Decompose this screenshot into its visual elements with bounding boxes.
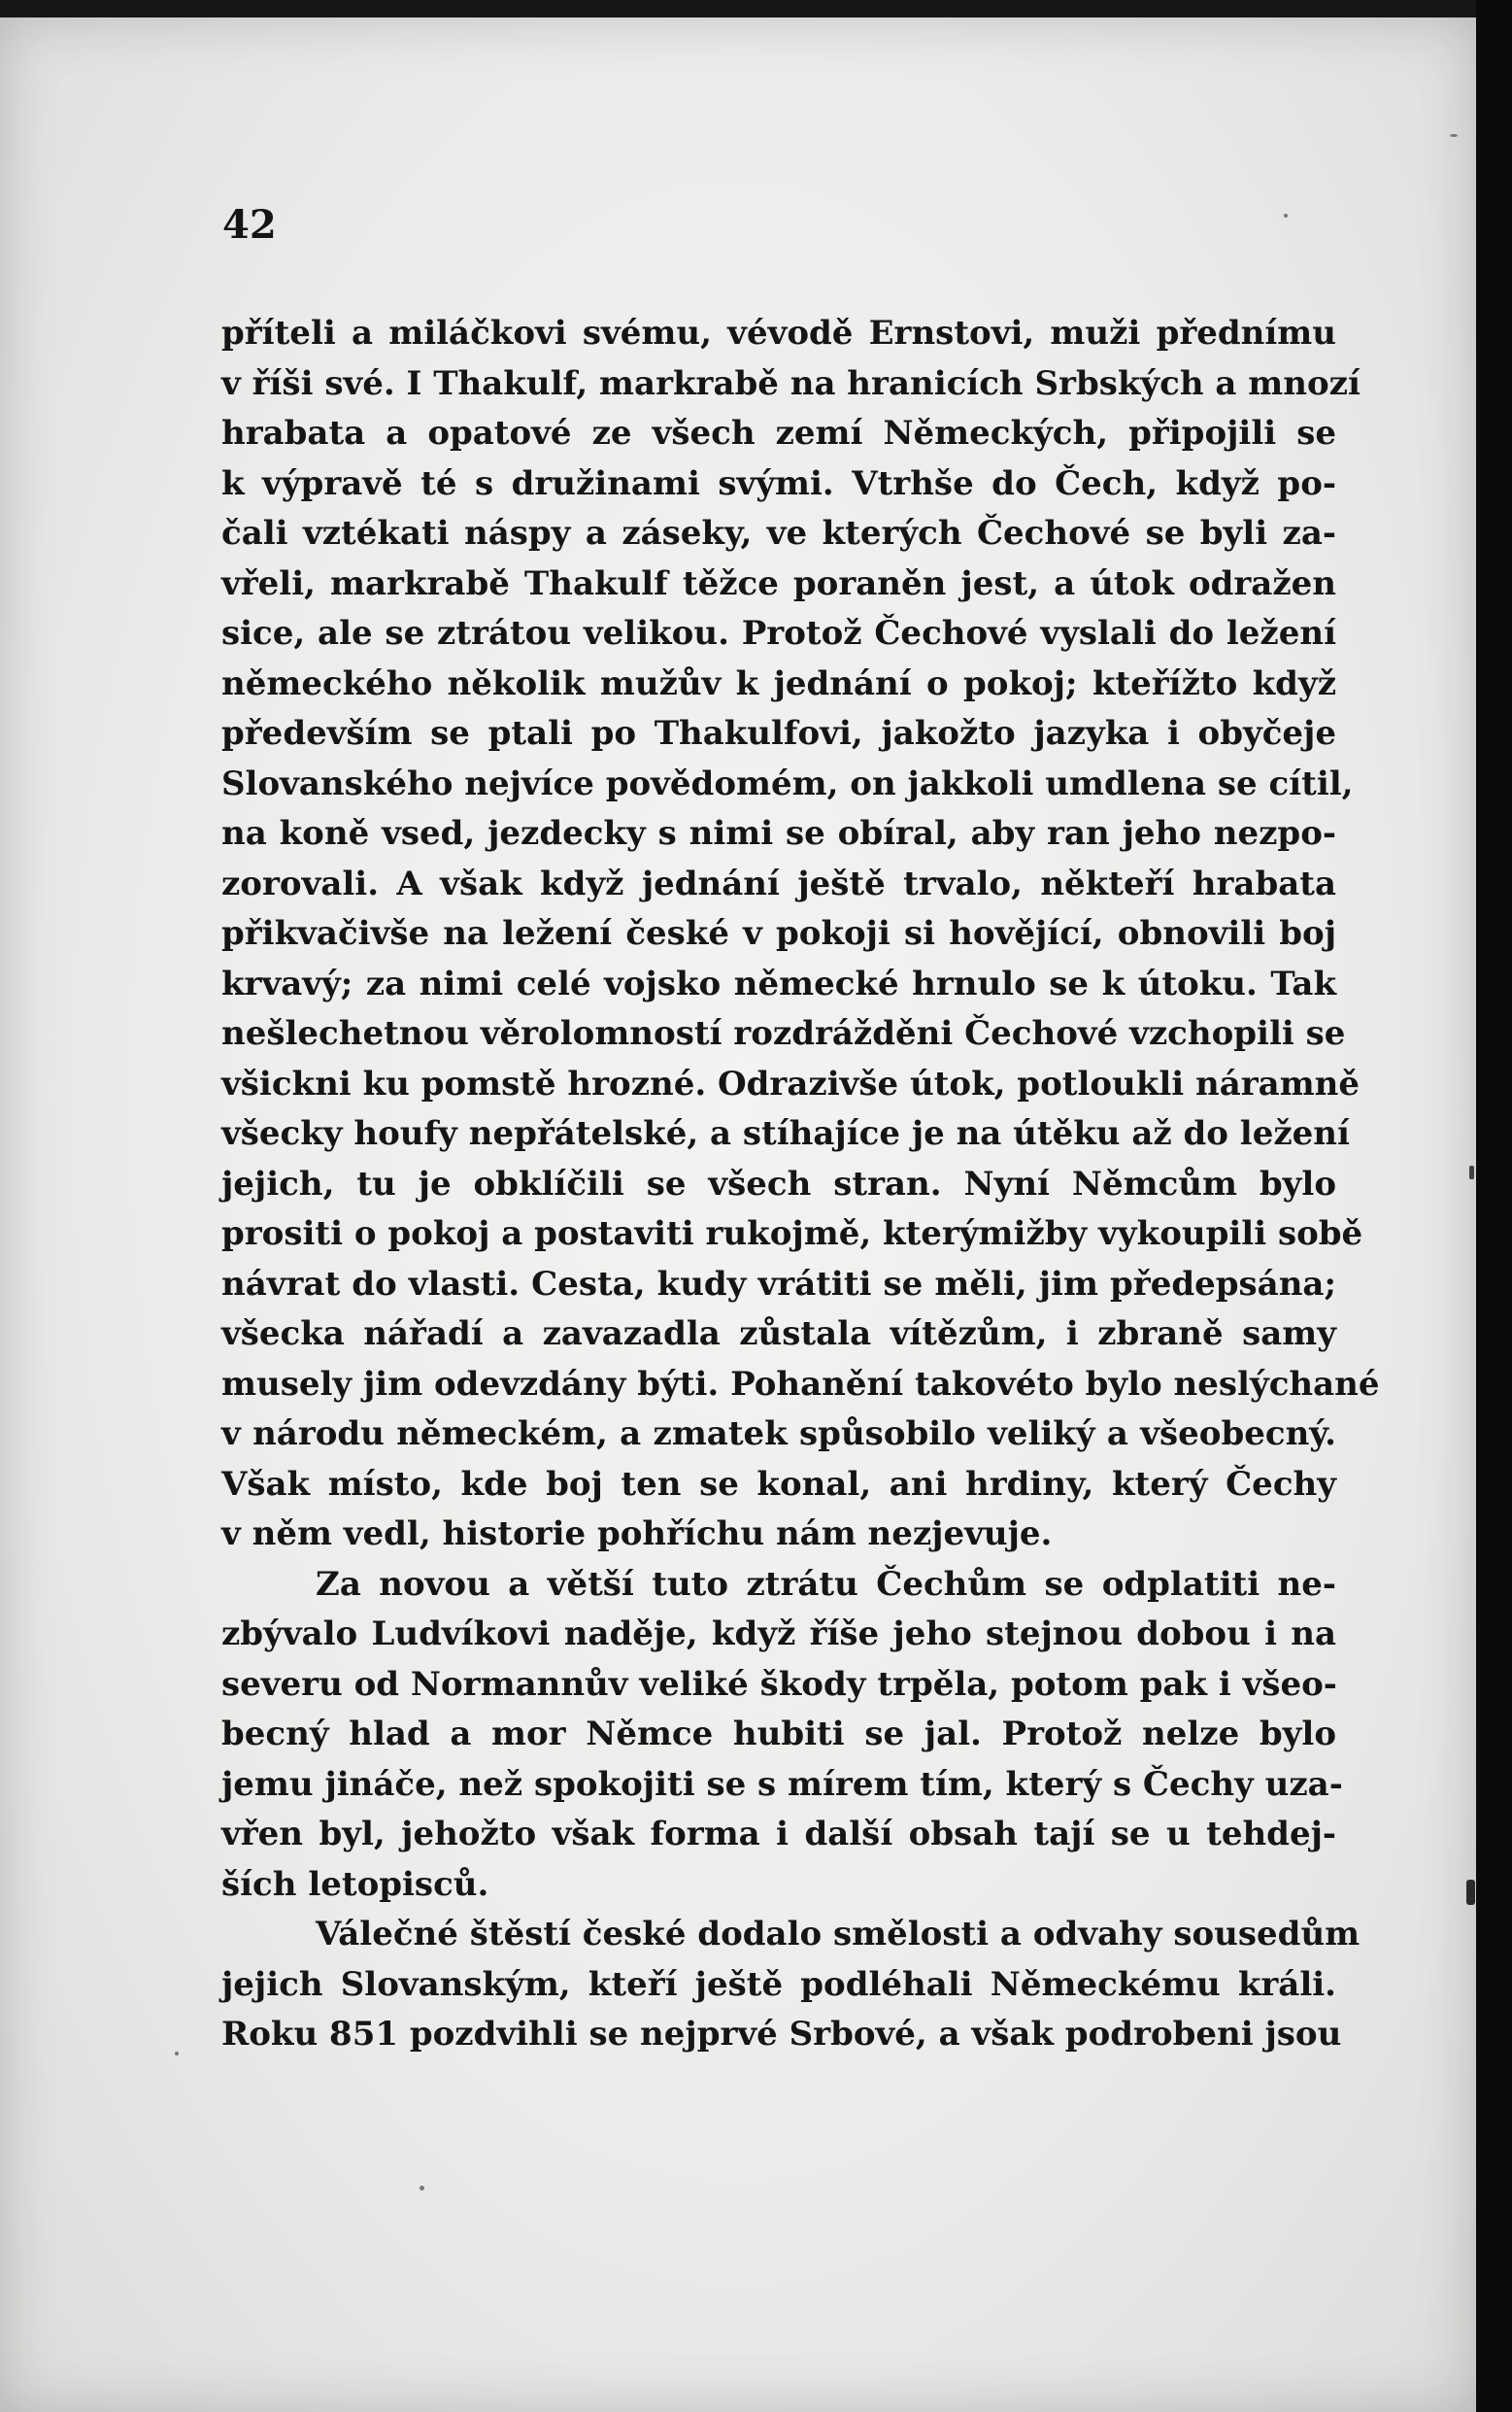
text-line: nešlechetnou věrolomností rozdrážděni Čechové vzchopili se	[221, 1014, 1346, 1053]
paper-speck	[1450, 134, 1458, 137]
text-line: příteli a miláčkovi svému, vévodě Ernstovi, muži přednímu	[221, 314, 1336, 353]
text-line: jejich Slovanským, kteří ještě podléhali Německému králi.	[221, 1964, 1336, 2004]
scan-top-edge	[0, 0, 1512, 17]
text-line: prositi o pokoj a postaviti rukojmě, kterýmižby vykoupili sobě	[221, 1214, 1363, 1253]
text-line: vřeli, markrabě Thakulf těžce poraněn jest, a útok odražen	[221, 563, 1336, 603]
text-line: Za novou a větší tuto ztrátu Čechům se odplatiti ne-	[316, 1564, 1336, 1604]
body-text	[221, 309, 1380, 2060]
paper-speck	[420, 2186, 424, 2191]
text-line: jejich, tu je obklíčili se všech stran. Nyní Němcům bylo	[221, 1164, 1336, 1204]
text-line: becný hlad a mor Němce hubiti se jal. Protož nelze bylo	[221, 1715, 1336, 1753]
text-line: Roku 851 pozdvihli se nejprvé Srbové, a však podrobeni jsou	[221, 2015, 1342, 2054]
text-line: v říši své. I Thakulf, markrabě na hranicích Srbských a mnozí	[221, 363, 1361, 403]
text-line: v národu německém, a zmatek spůsobilo veliký a všeobecný.	[221, 1414, 1336, 1453]
paper-speck	[1466, 1880, 1475, 1905]
text-line: v něm vedl, historie pohříchu nám nezjevuje.	[221, 1514, 1053, 1553]
text-line: k výpravě té s družinami svými. Vtrhše do Čech, když po-	[221, 463, 1336, 503]
page-number: 42	[222, 202, 277, 248]
paper-speck	[1469, 1166, 1474, 1179]
text-line: hrabata a opatové ze všech zemí Německých, připojili se	[221, 414, 1336, 453]
text-line: zbývalo Ludvíkovi naděje, když říše jeho stejnou dobou i na	[221, 1614, 1336, 1653]
paper-speck	[1284, 214, 1288, 218]
text-line: musely jim odevzdány býti. Pohanění takovéto bylo neslýchané	[221, 1364, 1380, 1404]
text-line: Však místo, kde boj ten se konal, ani hrdiny, který Čechy	[221, 1464, 1336, 1504]
text-line: všecky houfy nepřátelské, a stíhajíce je na útěku až do ležení	[221, 1114, 1350, 1153]
paper-speck	[175, 2052, 179, 2055]
text-line: přikvačivše na ležení české v pokoji si hovějící, obnovili boj	[221, 914, 1336, 953]
text-line: vřen byl, jehožto však forma i další obsah tají se u tehdej-	[221, 1815, 1336, 1853]
scan-right-edge	[1476, 0, 1512, 2412]
text-line: severu od Normannův veliké škody trpěla, potom pak i všeo-	[221, 1664, 1337, 1704]
text-line: Válečné štěstí české dodalo smělosti a odvahy sousedům	[316, 1915, 1361, 1953]
text-line: návrat do vlasti. Cesta, kudy vrátiti se měli, jim předepsána;	[221, 1264, 1336, 1304]
text-line: čali vztékati náspy a záseky, ve kterých Čechové se byli za-	[221, 514, 1336, 553]
text-line: sice, ale se ztrátou velikou. Protož Čechové vyslali do ležení	[221, 614, 1336, 653]
text-line: zorovali. A však když jednání ještě trvalo, někteří hrabata	[221, 864, 1336, 903]
text-line: ších letopisců.	[221, 1864, 489, 1904]
text-line: krvavý; za nimi celé vojsko německé hrnulo se k útoku. Tak	[221, 964, 1336, 1003]
text-line: Slovanského nejvíce povědomém, on jakkoli umdlena se cítil,	[221, 764, 1354, 803]
text-line: všickni ku pomstě hrozné. Odrazivše útok, potloukli náramně	[221, 1064, 1361, 1104]
text-line: jemu jináče, než spokojiti se s mírem tím, který s Čechy uza-	[221, 1764, 1343, 1804]
text-line: německého několik mužův k jednání o pokoj; kteřížto když	[221, 663, 1336, 703]
text-line: všecka nářadí a zavazadla zůstala vítězům, i zbraně samy	[221, 1314, 1336, 1353]
text-line: na koně vsed, jezdecky s nimi se obíral, aby ran jeho nezpo-	[221, 814, 1336, 853]
text-line: především se ptali po Thakulfovi, jakožto jazyka i obyčeje	[221, 714, 1336, 753]
